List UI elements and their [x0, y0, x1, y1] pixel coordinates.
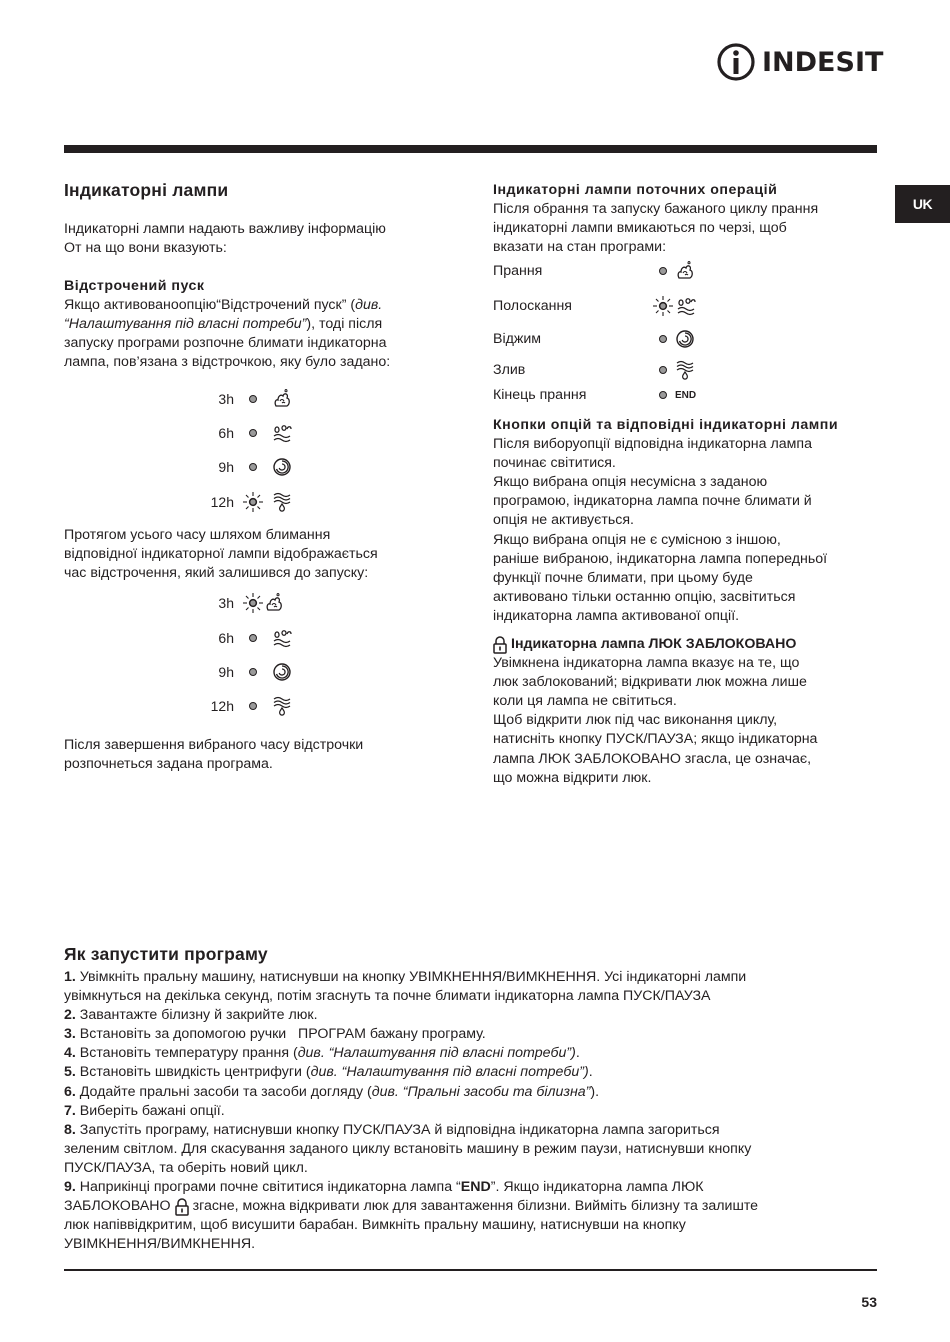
door-lock-heading: Індикаторна лампа ЛЮК ЗАБЛОКОВАНО [511, 636, 797, 652]
indicator-lamp [249, 668, 257, 676]
current-ops-section: Індикаторні лампи поточних операцій Після обрання та запуску бажаного циклу прання індикаторні лампи вмикаються по черзі, щоб вказати на стан програми: [493, 181, 883, 257]
lock-icon [175, 1198, 189, 1216]
delay-row-6h: 6h [200, 422, 294, 444]
delay-row-3h: 3h [200, 388, 292, 410]
spin-icon [272, 662, 292, 682]
blinking-lamp-icon [242, 491, 264, 513]
op-row-spin: Віджим [493, 329, 695, 349]
header-rule [64, 145, 877, 153]
step-3: 3. Встановіть за допомогою ручки ПРОГРАМ бажану програму. [64, 1026, 486, 1043]
spin-icon [272, 457, 292, 477]
logo-text: INDESIT [762, 46, 884, 78]
step-7: 7. Виберіть бажані опції. [64, 1102, 225, 1119]
indicator-lamp [249, 463, 257, 471]
indicator-lamp [659, 335, 667, 343]
step-1: 1. Увімкніть пральну машину, натиснувши на кнопку УВІМКНЕННЯ/ВИМКНЕННЯ. Усі індикаторні лампи [64, 969, 747, 985]
delay-countdown-text: Протягом усього часу шляхом блимання відповідної індикаторної лампи відображається час відстрочення, який залишився до запуску: [64, 527, 378, 582]
lock-icon [493, 636, 507, 654]
indesit-logo-icon [716, 42, 756, 82]
options-heading: Кнопки опцій та відповідні індикаторні лампи [493, 417, 839, 433]
op-row-end: Кінець прання END [493, 387, 697, 403]
drain-icon [272, 492, 292, 512]
blinking-lamp-icon [652, 295, 674, 317]
rinse-icon [272, 628, 294, 648]
options-section: Кнопки опцій та відповідні індикаторні лампи Після виборуопції відповідна індикаторна лампа починає світитися. Якщо вибрана опція несумісна з заданою програмою, індикаторна лампа почне блимати й опція не активується. Якщо вибрана опція не є сумісною з іншою, раніше вибраною, індикаторна лампа попередньої функції почне блимати, при цьому буде активовано тільки останню опцію, засвітиться індикаторна лампа активованої опції. [493, 416, 883, 626]
drain-icon [675, 360, 695, 380]
op-row-rinse: Полоскання [493, 295, 698, 317]
indicator-lamp [249, 702, 257, 710]
step-6: 6. Додайте пральні засоби та засоби догляду (див. “Пральні засоби та білизна”). [64, 1083, 600, 1100]
delay-row-12h: 12h [200, 491, 292, 513]
language-tab: UK [895, 185, 950, 223]
indicator-lamp [659, 267, 667, 275]
end-label: END [675, 389, 697, 401]
page-number: 53 [861, 1294, 877, 1310]
section-title-indicators: Індикаторні лампи [64, 180, 229, 200]
countdown-row-9h: 9h [200, 661, 292, 683]
drain-icon [272, 696, 292, 716]
indicator-lamp [249, 634, 257, 642]
current-ops-heading: Індикаторні лампи поточних операцій [493, 182, 778, 198]
step-8: 8. Запустіть програму, натиснувши кнопку ПУСК/ПАУЗА й відповідна індикаторна лампа загориться [64, 1121, 720, 1138]
indicator-lamp [249, 395, 257, 403]
indicator-lamp [659, 366, 667, 374]
indesit-logo [716, 42, 883, 82]
door-lock-section: Індикаторна лампа ЛЮК ЗАБЛОКОВАНО Увімкнена індикаторна лампа вказує на те, що люк заблокований; відкривати люк можна лише коли ця лампа не світиться. Щоб відкрити люк під час виконання циклу, натисніть кнопку ПУСК/ПАУЗА; якщо індикаторна лампа ЛЮК ЗАБЛОКОВАНО згасла, це означає, що можна відкрити люк. [493, 636, 818, 786]
rinse-icon [676, 296, 698, 316]
rinse-icon [272, 423, 294, 443]
countdown-row-3h: 3h [200, 592, 284, 614]
indicator-lamp [659, 391, 667, 399]
spin-icon [675, 329, 695, 349]
step-9: 9. Наприкінці програми почне світитися індикаторна лампа “END”. Якщо індикаторна лампа ЛЮК [64, 1179, 704, 1196]
indicator-lamp [249, 429, 257, 437]
intro-text: Індикаторні лампи надають важливу інформацію От на що вони вказують: [64, 221, 386, 257]
blinking-lamp-icon [242, 592, 264, 614]
delay-end-text: Після завершення вибраного часу відстрочки розпочнеться задана програма. [64, 737, 364, 773]
delay-heading: Відстрочений пуск [64, 278, 205, 294]
section-title-start: Як запустити програму [64, 944, 268, 964]
op-row-wash: Прання [493, 261, 695, 281]
delay-section: Відстрочений пуск Якщо активованоопцію“Відстрочений пуск” (див. “Налаштування під власні потреби”), тоді після запуску програми розпочне блимати індикаторна лампа, пов’язана з відстрочкою, яку було задано: [64, 277, 464, 372]
wash-icon [272, 389, 292, 409]
step-4: 4. Встановіть температуру прання (див. “Налаштування під власні потреби”). [64, 1045, 580, 1062]
step-5: 5. Встановіть швидкість центрифуги (див. “Налаштування під власні потреби”). [64, 1064, 593, 1081]
op-row-drain: Злив [493, 360, 695, 380]
start-steps: 1. Увімкніть пральну машину, натиснувши на кнопку УВІМКНЕННЯ/ВИМКНЕННЯ. Усі індикаторні лампи увімкнуться на декілька секунд, потім згаснуть та почне блимати індикаторна лампа ПУСК/ПАУЗА 2. Завантажте білизну й закрийте люк. 3. Встановіть за допомогою ручки ПРОГРАМ бажану програму. 4. Встановіть температуру прання (див. “Налаштування під власні потреби”). 5. Встановіть швидкість центрифуги (див. “Налаштування під власні потреби”). 6. Додайте пральні засоби та засоби догляду (див. “Пральні засоби та білизна”). 7. Виберіть бажані опції. 8. Запустіть програму, натиснувши кнопку ПУСК/ПАУЗА й відповідна індикаторна лампа загориться зеленим світлом. Для скасування заданого циклу встановіть машину в режим паузи, натиснувши кнопку ПУСК/ПАУЗА, та оберіть новий цикл. 9. Наприкінці програми почне світитися індикаторна лампа “END”. Якщо індикаторна лампа ЛЮК ЗАБЛОКОВАНО згасне, можна відкривати люк для завантаження білизни. Вийміть білизну та залиште люк напіввідкритим, щоб висушити барабан. Вимкніть пральну машину, натиснувши на кнопку УВІМКНЕННЯ/ВИМКНЕННЯ. [64, 968, 877, 1254]
delay-row-9h: 9h [200, 456, 292, 478]
wash-icon [264, 593, 284, 613]
wash-icon [675, 261, 695, 281]
countdown-row-6h: 6h [200, 627, 294, 649]
footer-rule [64, 1269, 877, 1271]
countdown-row-12h: 12h [200, 695, 292, 717]
step-2: 2. Завантажте білизну й закрийте люк. [64, 1007, 318, 1024]
